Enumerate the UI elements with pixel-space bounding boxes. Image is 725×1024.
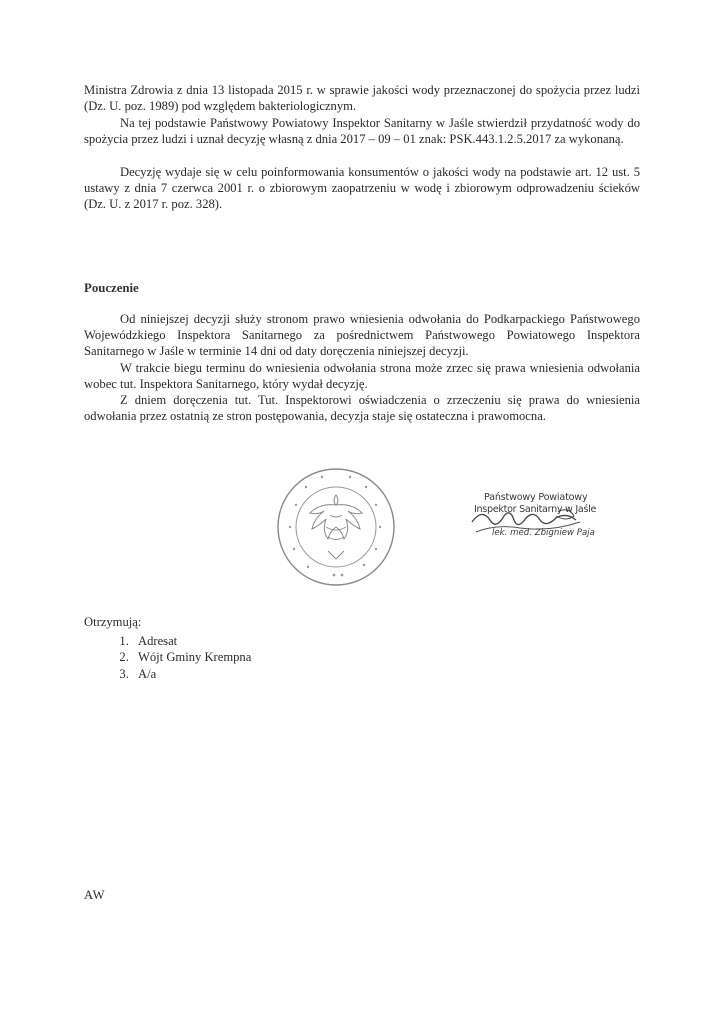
paragraph-regulation: Ministra Zdrowia z dnia 13 listopada 2015 r. w sprawie jakości wody przeznaczonej do spożycia przez ludzi (Dz. U. poz. 1989) pod względem bakteriologicznym. bbox=[84, 83, 640, 114]
paragraph-finding: Na tej podstawie Państwowy Powiatowy Inspektor Sanitarny w Jaśle stwierdził przydatność wody do spożycia przez ludzi i uznał decyzję własną z dnia 2017 – 09 – 01 znak: PSK.443.1.2.5.2017 za wykonaną. bbox=[84, 115, 640, 147]
instruction-waiver: W trakcie biegu terminu do wniesienia odwołania strona może zrzec się prawa wniesienia odwołania wobec tut. Inspektora Sanitarnego, który wydał decyzję. bbox=[84, 360, 640, 391]
signature-title-line1: Państwowy Powiatowy bbox=[484, 492, 588, 503]
instruction-body bbox=[84, 311, 640, 424]
recipient-item: 3. A/a bbox=[132, 666, 251, 683]
instruction-heading: Pouczenie bbox=[84, 281, 139, 295]
instruction-finality: Z dniem doręczenia tut. Tut. Inspektorowi oświadczenia o zrzeczeniu się prawa do wniesienia odwołania przez ostatnią ze stron postępowania, decyzja staje się ostateczna i prawomocna. bbox=[84, 393, 640, 424]
recipients-title: Otrzymują: bbox=[84, 615, 142, 629]
paragraph-legal-basis: Decyzję wydaje się w celu poinformowania konsumentów o jakości wody na podstawie art. 12 ust. 5 ustawy z dnia 7 czerwca 2001 r. o zbiorowym zaopatrzeniu w wodę i zbiorowym odprowadzeniu ścieków (Dz. U. z 2017 r. poz. 328). bbox=[84, 164, 640, 212]
recipient-item: 1. Adresat bbox=[132, 633, 251, 650]
instruction-appeal: Od niniejszej decyzji służy stronom prawo wniesienia odwołania do Podkarpackiego Państwowego Wojewódzkiego Inspektora Sanitarnego za pośrednictwem Państwowego Powiatowego Inspektora Sanitarnego w Jaśle w terminie 14 dni od daty doręczenia niniejszej decyzji. bbox=[84, 312, 640, 359]
decision-body bbox=[84, 82, 640, 213]
signature-name: lek. med. Zbigniew Paja bbox=[492, 528, 595, 538]
author-initials: AW bbox=[84, 888, 105, 902]
official-seal bbox=[272, 465, 400, 589]
signature-block bbox=[462, 488, 612, 550]
signature-title-line2: Inspektor Sanitarny w Jaśle bbox=[474, 504, 597, 515]
recipients-list bbox=[84, 614, 251, 682]
recipient-item: 2. Wójt Gminy Krempna bbox=[132, 649, 251, 666]
